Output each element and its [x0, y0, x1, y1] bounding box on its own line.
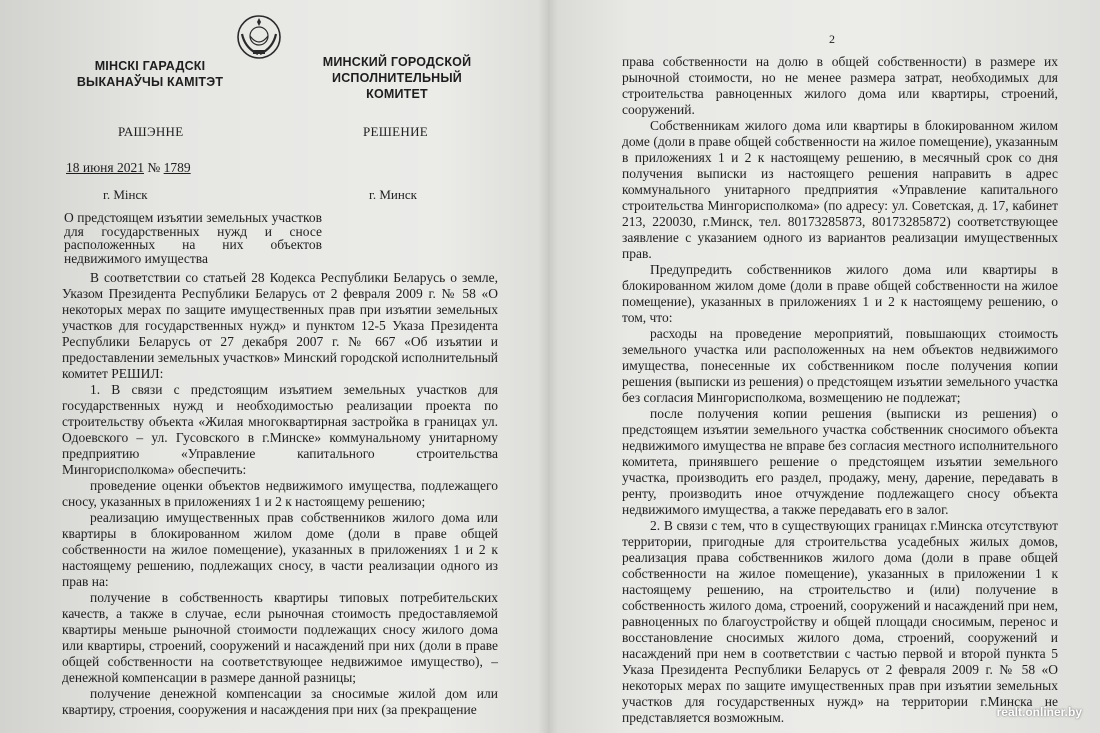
page-gutter: [538, 0, 558, 733]
paragraph: получение в собственность квартиры типовых потребительских качеств, а также в случае, если рыночная стоимость предоставляемой квартиры меньше рыночной стоимости подлежащих сносу жилого дома или квартиры, строений, сооружений и насаждений при них (доли в праве общей собственности на соответствующее недвижимое имущество), – денежной компенсации в размере данной разницы;: [62, 590, 498, 685]
header-russian-line-1: МИНСКИЙ ГОРОДСКОЙ: [322, 55, 472, 69]
paragraph: 1. В связи с предстоящим изъятием земельных участков для государственных нужд и необходимостью реализации проекта по строительству объекта «Жилая многоквартирная застройка в границах ул. Одоевского – ул. Гусовского в г.Минске» коммунальному унитарному предприятию «Управление капитального строительства Мингорисполкома» обеспечить:: [62, 382, 498, 477]
header-belarusian: [70, 58, 230, 90]
coat-of-arms-emblem: [236, 14, 282, 60]
city-russian: г. Минск: [369, 187, 417, 202]
paragraph: В соответствии со статьей 28 Кодекса Республики Беларусь о земле, Указом Президента Республики Беларусь от 2 февраля 2009 г. № 58 «О некоторых мерах по защите имущественных прав при изъятии земельных участков для государственных нужд» и пунктом 12-5 Указа Президента Республики Беларусь от 27 декабря 2007 г. № 667 «Об изъятии и предоставлении земельных участков» Минский городской исполнительный комитет РЕШИЛ:: [62, 270, 498, 381]
header-belarusian-line-2: ВЫКАНАЎЧЫ КАМІТЭТ: [76, 75, 224, 89]
page-number: 2: [829, 32, 835, 46]
paragraph: получение денежной компенсации за сносимые жилой дом или квартиру, строения, сооружения и насаждения при них (за прекращение: [62, 686, 498, 717]
left-page: [0, 0, 548, 733]
watermark: realt.onliner.by: [996, 705, 1082, 719]
decision-date: 18 июня 2021: [66, 160, 144, 175]
paragraph: Собственникам жилого дома или квартиры в блокированном жилом доме (доли в праве общей собственности на жилое помещение), указанным в приложениях 1 и 2 к настоящему решению, в месячный срок со дня получения выписки из настоящего решения направить в адрес коммунального унитарного предприятия «Управление капитального строительства Мингорисполкома» (по адресу: ул. Советская, д. 17, кабинет 213, 220030, г.Минск, тел. 80173285873, 80173285872) соответствующее заявление с указанием одного из вариантов реализации имущественных прав.: [622, 118, 1058, 261]
paragraph: 2. В связи с тем, что в существующих границах г.Минска отсутствуют территории, пригодные для строительства усадебных жилых домов, реализация права собственников жилого дома (доли в праве общей собственности на жилое помещение), указанных в приложении 1 к настоящему решению, на строительство и (или) получение в собственность жилого дома, строений, сооружений и насаждений при нем, равноценных по благоустройству и общей площади сносимым, перенос и восстановление сносимых жилого дома, строений, сооружений и насаждений при нем в соответствии с частью первой и второй пункта 5 Указа Президента Республики Беларусь от 2 февраля 2009 г. № 58 «О некоторых мерах по защите имущественных прав при изъятии земельных участков для государственных нужд» на территории г.Минска не представляется возможным.: [622, 518, 1058, 725]
number-sign: №: [147, 160, 161, 175]
decision-number: 1789: [163, 160, 191, 175]
paragraph: проведение оценки объектов недвижимого имущества, подлежащего сносу, указанных в приложениях 1 и 2 к настоящему решению;: [62, 478, 498, 509]
city-belarusian: г. Мінск: [103, 187, 148, 202]
header-russian: [302, 54, 492, 102]
decision-subject: О предстоящем изъятии земельных участков для государственных нужд и сносе расположенных на них объектов недвижимого имущества: [64, 210, 322, 266]
paragraph: расходы на проведение мероприятий, повышающих стоимость земельного участка или расположенных на нем объектов недвижимого имущества, понесенные их собственником после получения копии решения (выписки из решения) о предстоящем изъятии земельного участка без согласия Мингорисполкома, возмещению не подлежат;: [622, 326, 1058, 405]
paragraph: после получения копии решения (выписки из решения) о предстоящем изъятии земельного участка собственник сносимого объекта недвижимого имущества не вправе без согласия местного исполнительного комитета, принявшего решение о предстоящем изъятии земельного участка, производить его раздел, продажу, мену, дарение, передавать в ренту, производить иное отчуждение подлежащего сносу объекта недвижимого имущества, а также передавать его в залог.: [622, 406, 1058, 517]
paragraph: Предупредить собственников жилого дома или квартиры в блокированном жилом доме (доли в праве общей собственности на жилое помещение), указанных в приложениях 1 и 2 к настоящему решению, о том, что:: [622, 262, 1058, 325]
doc-type-belarusian: РАШЭННЕ: [118, 124, 184, 139]
right-body-text: [622, 54, 1058, 726]
paragraph: реализацию имущественных прав собственников жилого дома или квартиры в блокированном жилом доме (доли в праве общей собственности на жилое помещение), указанных в приложениях 1 и 2 к настоящему решению, подлежащих сносу, в части реализации одного из прав на:: [62, 510, 498, 589]
date-number-line: [66, 160, 236, 176]
header-russian-line-2: ИСПОЛНИТЕЛЬНЫЙ КОМИТЕТ: [332, 71, 462, 101]
left-body-text: [62, 270, 498, 718]
paragraph: права собственности на долю в общей собственности) в размере их рыночной стоимости, но не менее размера затрат, необходимых для строительства равноценных жилого дома или квартиры, строений, сооружений.: [622, 54, 1058, 117]
header-belarusian-line-1: МІНСКІ ГАРАДСКІ: [94, 59, 206, 73]
doc-type-russian: РЕШЕНИЕ: [363, 124, 429, 139]
